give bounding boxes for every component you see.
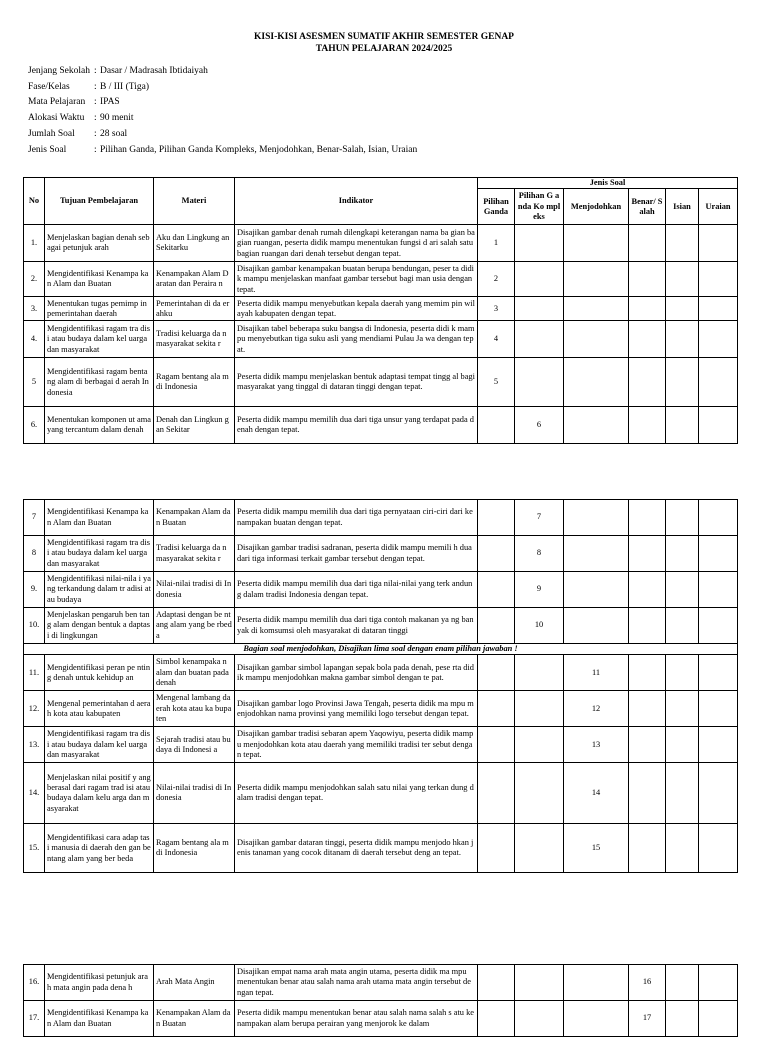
cell-benar-salah <box>629 608 666 644</box>
cell-indikator: Peserta didik mampu menentukan benar atau salah nama salah s atu kenampakan alam berupa perairan yang menjorok ke dalam <box>235 1001 478 1037</box>
cell-menjodohkan <box>564 358 629 407</box>
cell-benar-salah <box>629 321 666 358</box>
meta-row <box>28 127 127 141</box>
cell-isian <box>666 655 699 691</box>
cell-materi: Arah Mata Angin <box>154 965 235 1001</box>
cell-benar-salah <box>629 225 666 262</box>
cell-menjodohkan: 13 <box>564 727 629 763</box>
cell-no: 8 <box>24 536 45 572</box>
cell-isian <box>666 608 699 644</box>
header-tujuan: Tujuan Pembelajaran <box>45 178 154 225</box>
table-row <box>24 655 738 691</box>
header-benar-salah: Benar/ Salah <box>629 189 666 225</box>
cell-pilihan-ganda-kompleks <box>515 655 564 691</box>
cell-materi: Mengenal lambang daerah kota atau ka bupaten <box>154 691 235 727</box>
cell-pilihan-ganda <box>478 965 515 1001</box>
meta-label: Jumlah Soal <box>28 128 75 139</box>
cell-pilihan-ganda-kompleks <box>515 321 564 358</box>
cell-benar-salah <box>629 824 666 873</box>
cell-isian <box>666 727 699 763</box>
cell-materi: Aku dan Lingkung an Sekitarku <box>154 225 235 262</box>
meta-label: Alokasi Waktu <box>28 113 85 124</box>
note-row <box>24 644 738 655</box>
header-pilihan-ganda: Pilihan Ganda <box>478 189 515 225</box>
cell-tujuan: Mengidentifikasi Kenampa kan Alam dan Buatan <box>45 1001 154 1037</box>
meta-colon: : <box>94 97 97 108</box>
cell-menjodohkan <box>564 1001 629 1037</box>
cell-indikator: Disajikan gambar kenampakan buatan berupa bendungan, peser ta didik mampu menjelaskan manfaat gambar tersebut bagi man usia dengan tepat. <box>235 262 478 297</box>
cell-indikator: Peserta didik mampu memilih dua dari tiga contoh makanan ya ng banyak di komsumsi oleh masyarakat di dataran tinggi <box>235 608 478 644</box>
meta-label: Fase/Kelas <box>28 81 70 92</box>
cell-pilihan-ganda-kompleks: 7 <box>515 500 564 536</box>
cell-isian <box>666 321 699 358</box>
cell-uraian <box>699 763 738 824</box>
table-row <box>24 763 738 824</box>
table-row <box>24 572 738 608</box>
cell-tujuan: Mengidentifikasi cara adap tasi manusia di daerah den gan bentang alam yang ber beda <box>45 824 154 873</box>
cell-tujuan: Mengidentifikasi nilai-nila i yang terkandung dalam tr adisi atau budaya <box>45 572 154 608</box>
cell-tujuan: Menentukan tugas pemimp in pemerintahan daerah <box>45 297 154 321</box>
doc-title-line1: KISI-KISI ASESMEN SUMATIF AKHIR SEMESTER GENAP <box>254 32 514 42</box>
cell-pilihan-ganda-kompleks <box>515 691 564 727</box>
meta-value: 28 soal <box>100 128 128 139</box>
cell-pilihan-ganda: 2 <box>478 262 515 297</box>
header-indikator: Indikator <box>235 178 478 225</box>
table-row <box>24 608 738 644</box>
cell-uraian <box>699 691 738 727</box>
cell-no: 15. <box>24 824 45 873</box>
cell-benar-salah <box>629 536 666 572</box>
table-row <box>24 407 738 444</box>
cell-uraian <box>699 655 738 691</box>
meta-value: Dasar / Madrasah Ibtidaiyah <box>100 66 208 76</box>
cell-no: 1. <box>24 225 45 262</box>
cell-pilihan-ganda <box>478 407 515 444</box>
cell-materi: Denah dan Lingkun gan Sekitar <box>154 407 235 444</box>
cell-benar-salah <box>629 572 666 608</box>
meta-colon: : <box>94 113 97 124</box>
cell-tujuan: Menjelaskan nilai positif y ang berasal dari ragam trad isi atau budaya dalam kelu arga dan masyarakat <box>45 763 154 824</box>
cell-isian <box>666 297 699 321</box>
table-row <box>24 500 738 536</box>
cell-indikator: Peserta didik mampu menyebutkan kepala daerah yang memim pin wilayah kabupaten dengan tepat. <box>235 297 478 321</box>
cell-pilihan-ganda-kompleks: 10 <box>515 608 564 644</box>
cell-materi: Nilai-nilai tradisi di Indonesia <box>154 763 235 824</box>
cell-indikator: Peserta didik mampu memilih dua dari tiga pernyataan ciri-ciri dari kenampakan buatan dengan tepat. <box>235 500 478 536</box>
cell-pilihan-ganda-kompleks: 9 <box>515 572 564 608</box>
cell-uraian <box>699 225 738 262</box>
cell-indikator: Disajikan gambar dataran tinggi, peserta didik mampu menjodo hkan jenis tanaman yang cocok ditanam di daerah tersebut deng an tepat. <box>235 824 478 873</box>
cell-materi: Tradisi keluarga da n masyarakat sekita r <box>154 321 235 358</box>
cell-benar-salah <box>629 727 666 763</box>
cell-menjodohkan: 14 <box>564 763 629 824</box>
doc-title-line2: TAHUN PELAJARAN 2024/2025 <box>315 44 453 54</box>
cell-uraian <box>699 407 738 444</box>
meta-colon: : <box>94 144 97 155</box>
cell-isian <box>666 763 699 824</box>
cell-materi: Nilai-nilai tradisi di Indonesia <box>154 572 235 608</box>
cell-pilihan-ganda-kompleks <box>515 1001 564 1037</box>
cell-menjodohkan <box>564 225 629 262</box>
meta-row <box>28 80 149 94</box>
cell-benar-salah <box>629 407 666 444</box>
cell-benar-salah <box>629 262 666 297</box>
meta-colon: : <box>94 128 97 139</box>
cell-pilihan-ganda: 4 <box>478 321 515 358</box>
cell-benar-salah <box>629 358 666 407</box>
cell-pilihan-ganda-kompleks <box>515 727 564 763</box>
cell-benar-salah <box>629 500 666 536</box>
meta-value: IPAS <box>100 97 120 108</box>
kisi-table-part-2 <box>23 499 738 873</box>
cell-materi: Sejarah tradisi atau budaya di Indonesi a <box>154 727 235 763</box>
cell-uraian <box>699 965 738 1001</box>
cell-isian <box>666 965 699 1001</box>
meta-value: 90 menit <box>100 113 134 124</box>
meta-row <box>28 143 417 157</box>
cell-uraian <box>699 536 738 572</box>
cell-no: 16. <box>24 965 45 1001</box>
cell-menjodohkan <box>564 321 629 358</box>
header-materi: Materi <box>154 178 235 225</box>
cell-materi: Kenampakan Alam dan Buatan <box>154 500 235 536</box>
note-menjodohkan: Bagian soal menjodohkan, Disajikan lima soal dengan enam pilihan jawaban ! <box>24 644 738 655</box>
cell-isian <box>666 358 699 407</box>
cell-isian <box>666 691 699 727</box>
cell-tujuan: Mengenal pemerintahan d aerah kota atau kabupaten <box>45 691 154 727</box>
header-jenis-soal: Jenis Soal <box>478 178 738 189</box>
cell-indikator: Peserta didik mampu memilih dua dari tiga nilai-nilai yang terk andung dalam tradisi Indonesia dengan tepat. <box>235 572 478 608</box>
cell-menjodohkan <box>564 500 629 536</box>
cell-menjodohkan: 11 <box>564 655 629 691</box>
cell-no: 5 <box>24 358 45 407</box>
cell-pilihan-ganda-kompleks <box>515 297 564 321</box>
cell-tujuan: Mengidentifikasi Kenampa kan Alam dan Buatan <box>45 262 154 297</box>
cell-indikator: Disajikan gambar tradisi sadranan, peserta didik mampu memili h dua dari tiga informasi terkait gambar tersebut dengan tepat. <box>235 536 478 572</box>
meta-colon: : <box>94 81 97 92</box>
cell-materi: Ragam bentang ala m di Indonesia <box>154 358 235 407</box>
cell-uraian <box>699 358 738 407</box>
cell-benar-salah <box>629 691 666 727</box>
cell-menjodohkan <box>564 608 629 644</box>
cell-pilihan-ganda-kompleks: 6 <box>515 407 564 444</box>
cell-materi: Ragam bentang ala m di Indonesia <box>154 824 235 873</box>
cell-no: 11. <box>24 655 45 691</box>
cell-indikator: Disajikan gambar simbol lapangan sepak bola pada denah, pese rta didik mampu menjodohkan makna gambar simbol dengan te pat. <box>235 655 478 691</box>
cell-benar-salah: 16 <box>629 965 666 1001</box>
header-no: No <box>24 178 45 225</box>
cell-pilihan-ganda-kompleks: 8 <box>515 536 564 572</box>
cell-no: 14. <box>24 763 45 824</box>
meta-label: Jenjang Sekolah <box>28 66 91 76</box>
cell-tujuan: Menjelaskan bagian denah sebagai petunjuk arah <box>45 225 154 262</box>
cell-no: 3. <box>24 297 45 321</box>
cell-menjodohkan <box>564 965 629 1001</box>
table-row <box>24 225 738 262</box>
cell-indikator: Disajikan tabel beberapa suku bangsa di Indonesia, peserta didi k mampu menyebutkan tiga suku asli yang mendiami Pulau Ja wa dengan tepat. <box>235 321 478 358</box>
cell-uraian <box>699 824 738 873</box>
cell-pilihan-ganda: 1 <box>478 225 515 262</box>
cell-uraian <box>699 608 738 644</box>
cell-pilihan-ganda <box>478 691 515 727</box>
cell-pilihan-ganda <box>478 763 515 824</box>
cell-pilihan-ganda-kompleks <box>515 358 564 407</box>
cell-pilihan-ganda-kompleks <box>515 965 564 1001</box>
table-row <box>24 262 738 297</box>
cell-materi: Pemerintahan di da erahku <box>154 297 235 321</box>
cell-isian <box>666 225 699 262</box>
cell-no: 17. <box>24 1001 45 1037</box>
meta-row <box>28 64 208 78</box>
header-pilihan-ganda-kompleks: Pilihan G anda Ko mpleks <box>515 189 564 225</box>
table-row <box>24 824 738 873</box>
cell-materi: Tradisi keluarga da n masyarakat sekita r <box>154 536 235 572</box>
meta-value: Pilihan Ganda, Pilihan Ganda Kompleks, Menjodohkan, Benar-Salah, Isian, Uraian <box>100 144 418 155</box>
cell-isian <box>666 262 699 297</box>
cell-uraian <box>699 321 738 358</box>
cell-benar-salah <box>629 297 666 321</box>
table-row <box>24 536 738 572</box>
cell-menjodohkan <box>564 407 629 444</box>
cell-isian <box>666 500 699 536</box>
cell-indikator: Disajikan gambar denah rumah dilengkapi keterangan nama ba gian bagian ruangan, peserta didik mampu menentukan fungsi d ari salah satu bagian ruangan dari denah tersebut dengan tepat. <box>235 225 478 262</box>
cell-indikator: Disajikan empat nama arah mata angin utama, peserta didik ma mpu menentukan benar atau salah nama arah utama mata angin tersebut dengan tepat. <box>235 965 478 1001</box>
cell-tujuan: Mengidentifikasi ragam tra disi atau budaya dalam kel uarga dan masyarakat <box>45 727 154 763</box>
cell-tujuan: Menjelaskan pengaruh ben tang alam dengan bentuk a daptasi di lingkungan <box>45 608 154 644</box>
cell-no: 6. <box>24 407 45 444</box>
cell-tujuan: Menentukan komponen ut ama yang tercantum dalam denah <box>45 407 154 444</box>
cell-tujuan: Mengidentifikasi ragam tra disi atau budaya dalam kel uarga dan masyarakat <box>45 321 154 358</box>
cell-tujuan: Mengidentifikasi ragam tra disi atau budaya dalam kel uarga dan masyarakat <box>45 536 154 572</box>
cell-materi: Adaptasi dengan be ntang alam yang be rbeda <box>154 608 235 644</box>
cell-pilihan-ganda <box>478 1001 515 1037</box>
cell-pilihan-ganda-kompleks <box>515 225 564 262</box>
cell-pilihan-ganda-kompleks <box>515 262 564 297</box>
meta-colon: : <box>94 66 97 76</box>
cell-isian <box>666 572 699 608</box>
cell-indikator: Disajikan gambar logo Provinsi Jawa Tengah, peserta didik ma mpu menjodohkan nama provinsi yang memiliki logo tersebut dengan tepat. <box>235 691 478 727</box>
table-row <box>24 321 738 358</box>
header-menjodohkan: Menjodohkan <box>564 189 629 225</box>
cell-menjodohkan <box>564 572 629 608</box>
cell-pilihan-ganda: 5 <box>478 358 515 407</box>
cell-pilihan-ganda <box>478 572 515 608</box>
cell-menjodohkan <box>564 297 629 321</box>
cell-materi: Kenampakan Alam Daratan dan Peraira n <box>154 262 235 297</box>
cell-tujuan: Mengidentifikasi petunjuk arah mata angin pada dena h <box>45 965 154 1001</box>
cell-no: 10. <box>24 608 45 644</box>
cell-no: 13. <box>24 727 45 763</box>
cell-pilihan-ganda: 3 <box>478 297 515 321</box>
cell-isian <box>666 407 699 444</box>
cell-isian <box>666 536 699 572</box>
table-row <box>24 727 738 763</box>
table-row <box>24 965 738 1001</box>
table-row <box>24 297 738 321</box>
cell-indikator: Peserta didik mampu memilih dua dari tiga unsur yang terdapat pada denah dengan tepat. <box>235 407 478 444</box>
cell-pilihan-ganda-kompleks <box>515 824 564 873</box>
cell-uraian <box>699 297 738 321</box>
meta-row <box>28 111 134 125</box>
cell-uraian <box>699 1001 738 1037</box>
cell-pilihan-ganda <box>478 824 515 873</box>
cell-uraian <box>699 500 738 536</box>
cell-pilihan-ganda <box>478 608 515 644</box>
cell-indikator: Disajikan gambar tradisi sebaran apem Yaqowiyu, peserta didik mampu menjodohkan kota atau daerah yang memiliki tradisi ter sebut dengan tepat. <box>235 727 478 763</box>
cell-tujuan: Mengidentifikasi ragam bentang alam di berbagai d aerah Indonesia <box>45 358 154 407</box>
cell-uraian <box>699 572 738 608</box>
header-uraian: Uraian <box>699 189 738 225</box>
cell-indikator: Peserta didik mampu menjodohkan salah satu nilai yang terkan dung dalam tradisi dengan tepat. <box>235 763 478 824</box>
cell-benar-salah: 17 <box>629 1001 666 1037</box>
table-row <box>24 691 738 727</box>
cell-menjodohkan <box>564 536 629 572</box>
cell-menjodohkan: 15 <box>564 824 629 873</box>
cell-no: 7 <box>24 500 45 536</box>
meta-row <box>28 95 120 109</box>
cell-pilihan-ganda <box>478 727 515 763</box>
cell-benar-salah <box>629 763 666 824</box>
cell-menjodohkan: 12 <box>564 691 629 727</box>
cell-tujuan: Mengidentifikasi Kenampa kan Alam dan Buatan <box>45 500 154 536</box>
cell-tujuan: Mengidentifikasi peran pe nting denah untuk kehidup an <box>45 655 154 691</box>
cell-materi: Kenampakan Alam dan Buatan <box>154 1001 235 1037</box>
cell-no: 12. <box>24 691 45 727</box>
cell-no: 4. <box>24 321 45 358</box>
cell-uraian <box>699 262 738 297</box>
cell-no: 9. <box>24 572 45 608</box>
cell-isian <box>666 1001 699 1037</box>
cell-indikator: Peserta didik mampu menjelaskan bentuk adaptasi tempat tingg al bagi masyarakat yang tinggal di dataran tinggi dengan tepat. <box>235 358 478 407</box>
cell-benar-salah <box>629 655 666 691</box>
cell-pilihan-ganda-kompleks <box>515 763 564 824</box>
kisi-table-part-1 <box>23 177 738 444</box>
cell-materi: Simbol kenampaka n alam dan buatan pada denah <box>154 655 235 691</box>
meta-value: B / III (Tiga) <box>100 81 149 92</box>
cell-pilihan-ganda <box>478 655 515 691</box>
table-row <box>24 1001 738 1037</box>
cell-isian <box>666 824 699 873</box>
meta-label: Mata Pelajaran <box>28 97 86 108</box>
cell-menjodohkan <box>564 262 629 297</box>
kisi-table-part-3 <box>23 964 738 1037</box>
cell-pilihan-ganda <box>478 536 515 572</box>
meta-label: Jenis Soal <box>28 144 67 155</box>
cell-no: 2. <box>24 262 45 297</box>
cell-uraian <box>699 727 738 763</box>
table-row <box>24 358 738 407</box>
cell-pilihan-ganda <box>478 500 515 536</box>
header-isian: Isian <box>666 189 699 225</box>
